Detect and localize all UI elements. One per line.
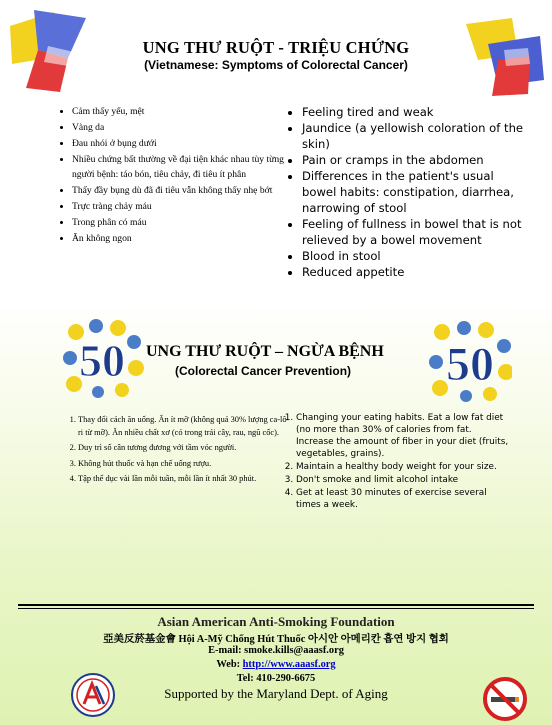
sponsor-line: Supported by the Maryland Dept. of Aging (164, 686, 388, 701)
prevention-title: UNG THƯ RUỘT – NGỪA BỆNH (146, 343, 384, 360)
list-item: • Differences in the patient's usual bowel habits: constipation, diarrhea, narrowing of stool (302, 168, 528, 216)
no-smoking-icon (482, 676, 528, 722)
contact-phone: Tel: 410-290-6675 (236, 673, 316, 684)
list-item: 2. Duy trì số cân tương đương với tầm vóc người. (78, 442, 290, 455)
english-prevention-list (278, 412, 510, 512)
list-item: 1. Changing your eating habits. Eat a low fat diet (no more than 30% of calories from fat. Increase the amount of fiber in your diet (fruits, vegetables, grains). (296, 412, 510, 460)
symptoms-subtitle: (Vietnamese: Symptoms of Colorectal Cancer) (144, 58, 408, 72)
contact-web (0, 659, 552, 670)
fifty-badge-icon (62, 318, 144, 398)
list-item: • Feeling tired and weak (302, 104, 528, 120)
organization-name: Asian American Anti-Smoking Foundation (157, 614, 395, 629)
badge-number: 50 (446, 338, 494, 391)
list-item: 3. Không hút thuốc và hạn chế uống rượu. (78, 458, 290, 471)
english-symptoms-list (282, 104, 528, 280)
symptoms-title: UNG THƯ RUỘT - TRIỆU CHỨNG (142, 38, 410, 57)
list-item: • Blood in stool (302, 248, 528, 264)
list-item: • Nhiều chứng bất thường về đại tiện khác nhau tùy từng người bệnh: táo bón, tiêu chảy, đi tiêu ít phân (72, 152, 294, 182)
list-item: • Trực tràng chảy máu (72, 199, 294, 214)
list-item: 2. Maintain a healthy body weight for your size. (296, 461, 510, 473)
badge-number: 50 (79, 335, 125, 386)
list-item: • Jaundice (a yellowish coloration of the skin) (302, 120, 528, 152)
fifty-badge-icon (428, 320, 512, 402)
organization-multilingual-name: 亞美反菸基金會 Hội A-Mỹ Chống Hút Thuốc 아시안 아메리칸 흡연 방지 협회 (103, 634, 449, 645)
list-item: • Reduced appetite (302, 264, 528, 280)
vietnamese-symptoms-list (52, 104, 294, 247)
web-label: Web: (216, 659, 243, 670)
vietnamese-prevention-list (58, 414, 290, 489)
list-item: • Thấy đầy bụng dù đã đi tiêu vẫn không thấy nhẹ bớt (72, 183, 294, 198)
aaasf-logo-icon (70, 672, 116, 718)
footer-divider (18, 608, 534, 609)
list-item: 1. Thay đổi cách ăn uống. Ăn ít mỡ (không quá 30% lượng ca-lô-ri từ mỡ). Ăn nhiều chất xơ (có trong trái cây, rau, ngũ cốc). (78, 414, 290, 439)
list-item: • Feeling of fullness in bowel that is not relieved by a bowel movement (302, 216, 528, 248)
list-item: 4. Tập thể dục vài lần mỗi tuần, mỗi lần ít nhất 30 phút. (78, 473, 290, 486)
footer-divider (18, 604, 534, 606)
website-link[interactable]: http://www.aaasf.org (242, 659, 336, 670)
contact-email: E-mail: smoke.kills@aaasf.org (208, 645, 344, 656)
list-item: • Đau nhói ở bụng dưới (72, 136, 294, 151)
list-item: • Trong phân có máu (72, 215, 294, 230)
list-item: • Ăn không ngon (72, 231, 294, 246)
list-item: • Pain or cramps in the abdomen (302, 152, 528, 168)
list-item: • Cảm thấy yếu, mệt (72, 104, 294, 119)
list-item: 3. Don't smoke and limit alcohol intake (296, 474, 510, 486)
list-item: 4. Get at least 30 minutes of exercise several times a week. (296, 487, 510, 511)
prevention-subtitle: (Colorectal Cancer Prevention) (175, 364, 352, 378)
list-item: • Vàng da (72, 120, 294, 135)
